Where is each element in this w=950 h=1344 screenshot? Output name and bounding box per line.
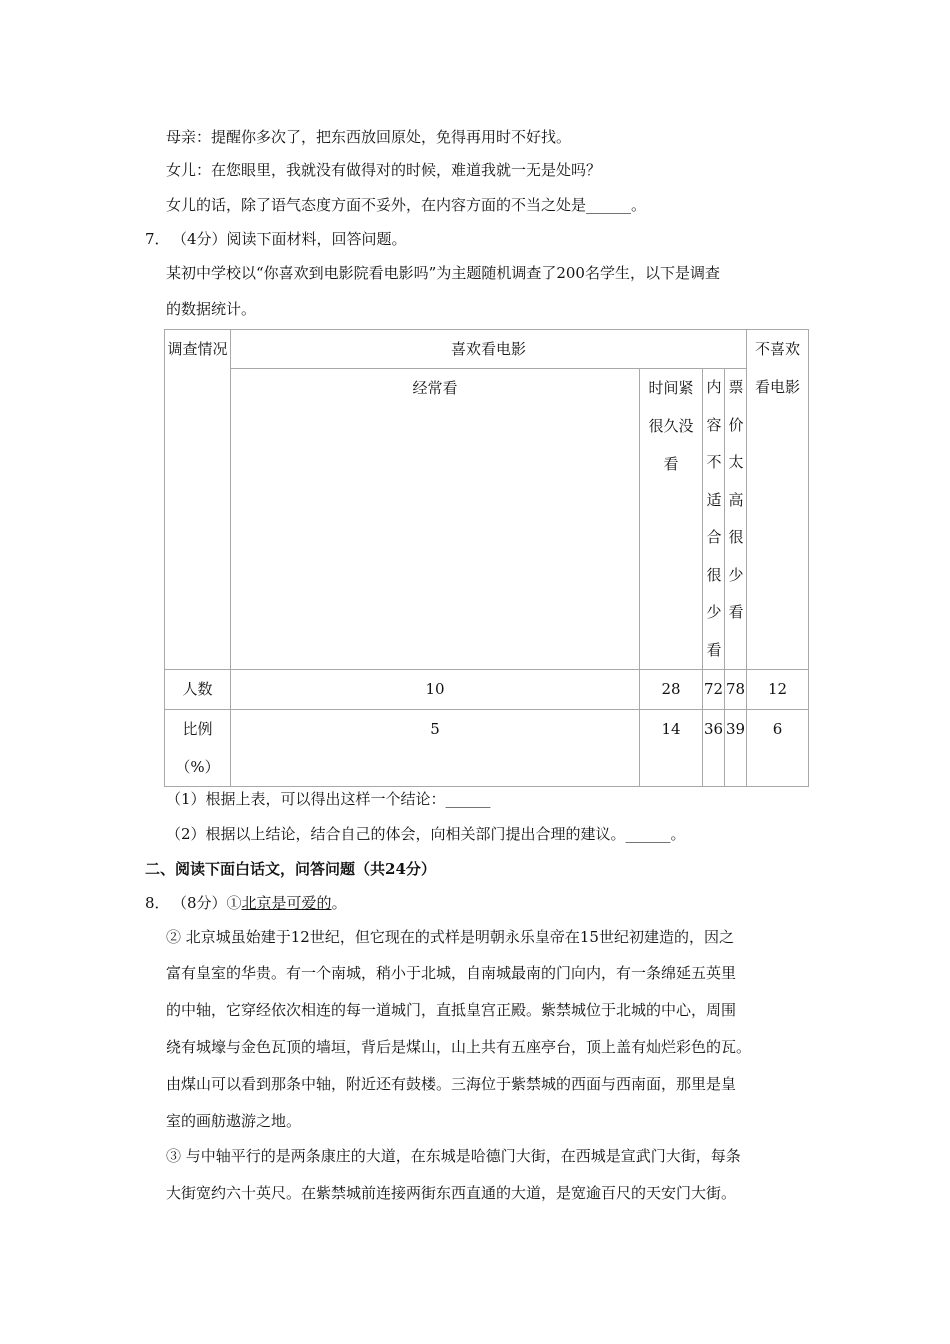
table-corner-label: 调查情况 <box>167 340 228 358</box>
table-cell: 72 <box>703 670 725 710</box>
dialogue-question: 女儿的话，除了语气态度方面不妥外，在内容方面的不当之处是______。 <box>166 196 647 214</box>
table-row-ratio-label-cell <box>165 710 231 787</box>
paragraph-2-line: 室的画舫遨游之地。 <box>166 1112 302 1130</box>
question-8-header-suffix: 。 <box>331 894 347 912</box>
table-col-content-label: 内容不适合很少看 <box>706 378 722 659</box>
table-col-price <box>725 369 747 670</box>
table-row-ratio <box>165 710 809 787</box>
paragraph-2-line: 富有皇室的华贵。有一个南城，稍小于北城，自南城最南的门向内，有一条绵延五英里 <box>166 964 737 982</box>
paragraph-2-line: ② 北京城虽始建于12世纪，但它现在的式样是明朝永乐皇帝在15世纪初建造的，因之 <box>166 928 734 946</box>
dialogue-daughter: 女儿：在您眼里，我就没有做得对的时候，难道我就一无是处吗？ <box>166 161 602 179</box>
table-cell: 78 <box>725 670 747 710</box>
question-8-number: 8． <box>145 894 170 912</box>
question-7-sub1: （1）根据上表，可以得出这样一个结论：______ <box>166 790 491 808</box>
question-8-underlined-text: 北京是可爱的 <box>241 894 332 912</box>
table-col-content <box>703 369 725 670</box>
table-cell: 6 <box>747 710 809 787</box>
table-row-count-label: 人数 <box>165 670 231 710</box>
table-corner-cell <box>165 330 231 670</box>
dialogue-mother: 母亲：提醒你多次了，把东西放回原处，免得再用时不好找。 <box>166 128 572 146</box>
table-cell: 39 <box>725 710 747 787</box>
table-col-busy-label: 时间紧很久没看 <box>648 379 694 473</box>
table-cell: 10 <box>231 670 640 710</box>
table-row-ratio-label: 比例（%） <box>175 720 220 776</box>
paragraph-2-line: 绕有城壕与金色瓦顶的墙垣，背后是煤山，山上共有五座亭台，顶上盖有灿烂彩色的瓦。 <box>166 1038 752 1056</box>
table-cell: 28 <box>640 670 703 710</box>
question-7-number: 7． <box>145 230 170 248</box>
question-8-header <box>172 893 347 913</box>
table-like-group-header: 喜欢看电影 <box>231 330 747 369</box>
table-dislike-group-header <box>747 330 809 670</box>
survey-table <box>164 329 809 787</box>
paragraph-2-line: 由煤山可以看到那条中轴，附近还有鼓楼。三海位于紫禁城的西面与西南面，那里是皇 <box>166 1075 737 1093</box>
table-dislike-label: 不喜欢看电影 <box>755 340 801 396</box>
table-cell: 36 <box>703 710 725 787</box>
table-cell: 14 <box>640 710 703 787</box>
table-col-often: 经常看 <box>231 369 640 670</box>
paragraph-2-line: 的中轴，它穿经依次相连的每一道城门，直抵皇宫正殿。紫禁城位于北城的中心，周围 <box>166 1001 737 1019</box>
question-7-header: （4分）阅读下面材料，回答问题。 <box>172 230 407 248</box>
section-2-title: 二、阅读下面白话文，问答问题（共24分） <box>145 860 436 878</box>
table-cell: 5 <box>231 710 640 787</box>
table-col-busy <box>640 369 703 670</box>
question-7-intro-line2: 的数据统计。 <box>166 300 257 318</box>
paragraph-3-line: 大街宽约六十英尺。在紫禁城前连接两街东西直通的大道，是宽逾百尺的天安门大街。 <box>166 1184 737 1202</box>
question-8-header-prefix: （8分）① <box>172 894 242 912</box>
paragraph-3-line: ③ 与中轴平行的是两条康庄的大道，在东城是哈德门大街，在西城是宣武门大街，每条 <box>166 1147 741 1165</box>
question-7-sub2: （2）根据以上结论，结合自己的体会，向相关部门提出合理的建议。______。 <box>166 825 686 843</box>
table-col-price-label: 票价太高很少看 <box>728 378 744 621</box>
table-row-count <box>165 670 809 710</box>
table-cell: 12 <box>747 670 809 710</box>
question-7-intro-line1: 某初中学校以“你喜欢到电影院看电影吗”为主题随机调查了200名学生，以下是调查 <box>166 264 720 282</box>
